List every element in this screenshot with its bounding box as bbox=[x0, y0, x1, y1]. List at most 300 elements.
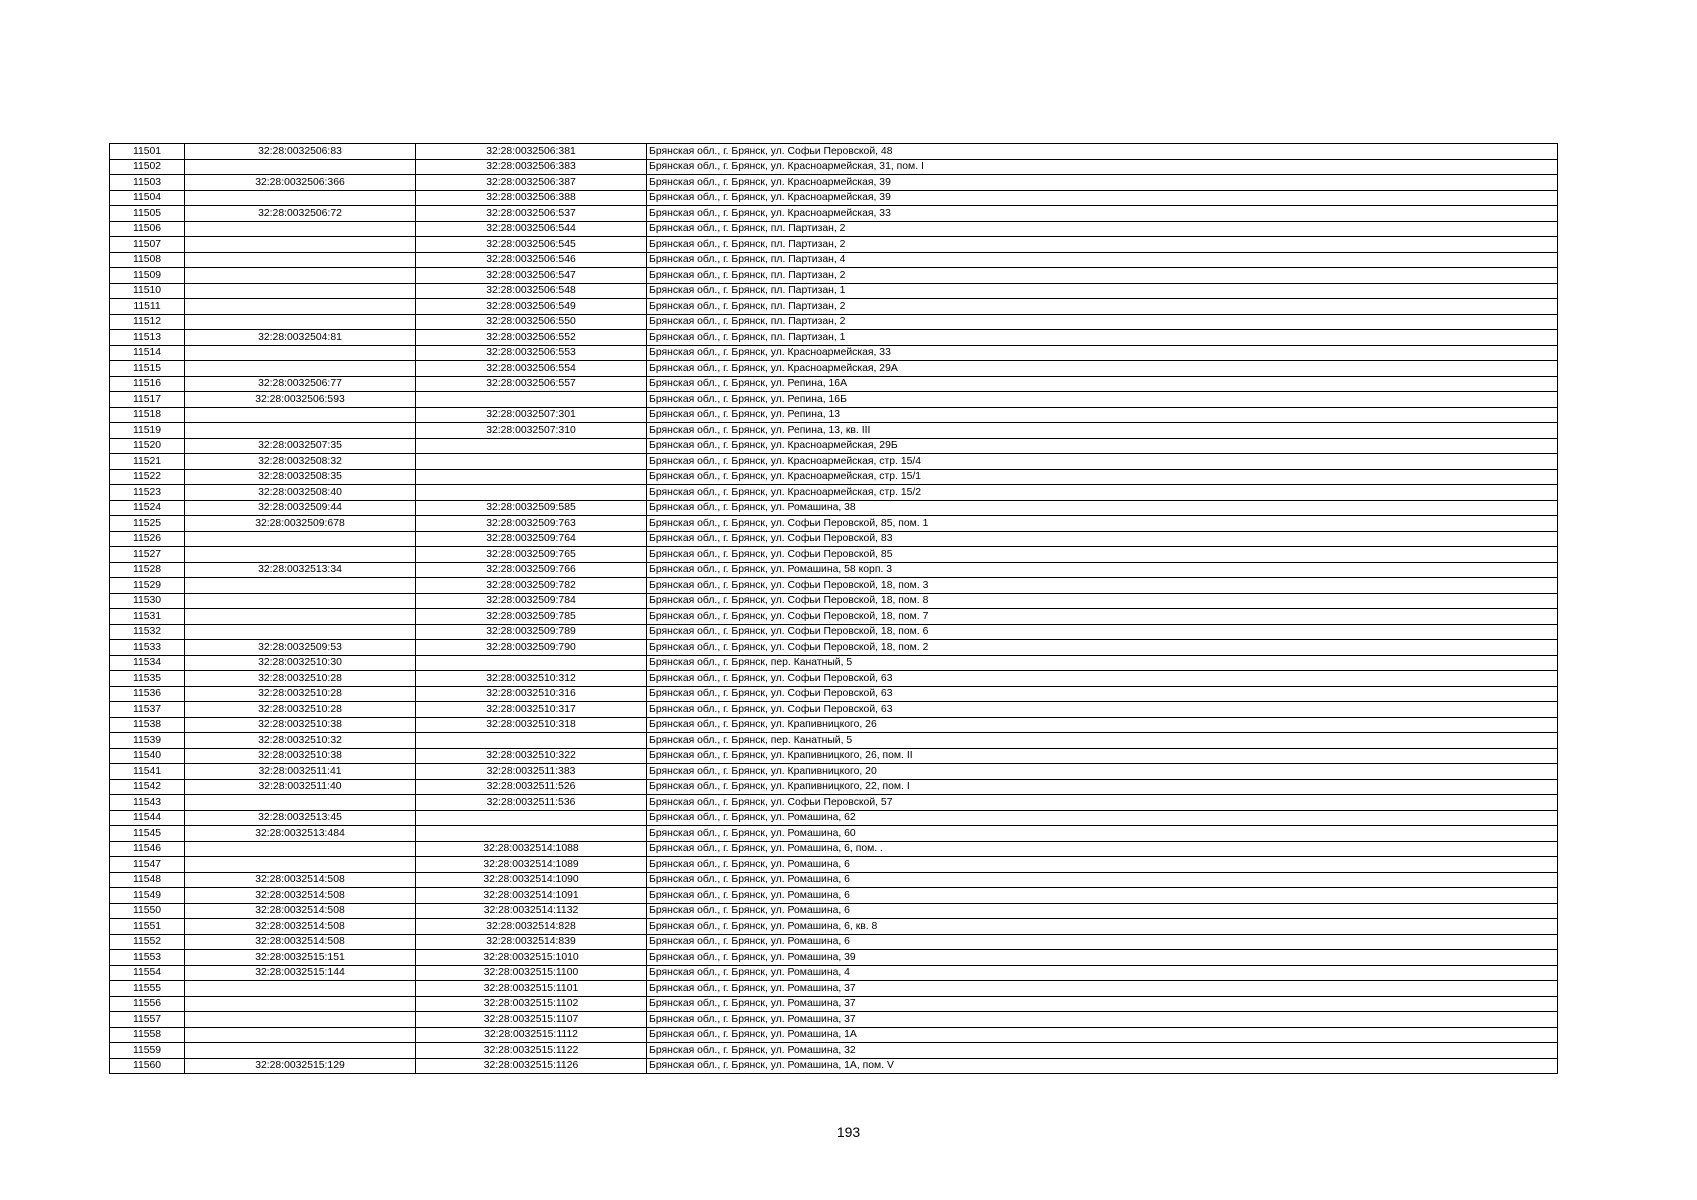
object-number-cell: 32:28:0032506:383 bbox=[416, 159, 647, 175]
table-row bbox=[110, 1058, 1558, 1074]
row-number-cell: 11507 bbox=[110, 237, 185, 253]
row-number-cell: 11553 bbox=[110, 950, 185, 966]
parcel-number-cell bbox=[185, 1027, 416, 1043]
table-row bbox=[110, 826, 1558, 842]
address-cell: Брянская обл., г. Брянск, ул. Ромашина, 1А, пом. V bbox=[647, 1058, 1558, 1074]
address-cell: Брянская обл., г. Брянск, ул. Софьи Перовской, 63 bbox=[647, 702, 1558, 718]
table-row bbox=[110, 841, 1558, 857]
address-cell: Брянская обл., г. Брянск, ул. Софьи Перовской, 18, пом. 7 bbox=[647, 609, 1558, 625]
object-number-cell: 32:28:0032509:585 bbox=[416, 500, 647, 516]
object-number-cell bbox=[416, 733, 647, 749]
table-row bbox=[110, 934, 1558, 950]
table-row bbox=[110, 407, 1558, 423]
parcel-number-cell bbox=[185, 795, 416, 811]
address-cell: Брянская обл., г. Брянск, ул. Красноармейская, стр. 15/4 bbox=[647, 454, 1558, 470]
address-cell: Брянская обл., г. Брянск, ул. Софьи Перовской, 85 bbox=[647, 547, 1558, 563]
address-cell: Брянская обл., г. Брянск, пл. Партизан, 2 bbox=[647, 299, 1558, 315]
object-number-cell: 32:28:0032506:546 bbox=[416, 252, 647, 268]
object-number-cell: 32:28:0032506:381 bbox=[416, 144, 647, 160]
table-row bbox=[110, 345, 1558, 361]
parcel-number-cell bbox=[185, 221, 416, 237]
table-row bbox=[110, 1012, 1558, 1028]
parcel-number-cell: 32:28:0032510:28 bbox=[185, 671, 416, 687]
row-number-cell: 11520 bbox=[110, 438, 185, 454]
object-number-cell: 32:28:0032510:322 bbox=[416, 748, 647, 764]
row-number-cell: 11512 bbox=[110, 314, 185, 330]
object-number-cell: 32:28:0032514:828 bbox=[416, 919, 647, 935]
table-row bbox=[110, 454, 1558, 470]
object-number-cell: 32:28:0032514:1132 bbox=[416, 903, 647, 919]
row-number-cell: 11545 bbox=[110, 826, 185, 842]
row-number-cell: 11541 bbox=[110, 764, 185, 780]
address-cell: Брянская обл., г. Брянск, ул. Софьи Перовской, 18, пом. 3 bbox=[647, 578, 1558, 594]
row-number-cell: 11532 bbox=[110, 624, 185, 640]
table-row bbox=[110, 299, 1558, 315]
table-row bbox=[110, 159, 1558, 175]
row-number-cell: 11529 bbox=[110, 578, 185, 594]
row-number-cell: 11518 bbox=[110, 407, 185, 423]
row-number-cell: 11509 bbox=[110, 268, 185, 284]
address-cell: Брянская обл., г. Брянск, пл. Партизан, 2 bbox=[647, 314, 1558, 330]
address-cell: Брянская обл., г. Брянск, ул. Ромашина, 6 bbox=[647, 903, 1558, 919]
parcel-number-cell bbox=[185, 609, 416, 625]
object-number-cell bbox=[416, 438, 647, 454]
object-number-cell: 32:28:0032506:549 bbox=[416, 299, 647, 315]
parcel-number-cell bbox=[185, 299, 416, 315]
address-cell: Брянская обл., г. Брянск, ул. Ромашина, 37 bbox=[647, 981, 1558, 997]
row-number-cell: 11556 bbox=[110, 996, 185, 1012]
row-number-cell: 11506 bbox=[110, 221, 185, 237]
table-row bbox=[110, 686, 1558, 702]
table-row bbox=[110, 795, 1558, 811]
table-row bbox=[110, 748, 1558, 764]
object-number-cell: 32:28:0032514:1088 bbox=[416, 841, 647, 857]
table-row bbox=[110, 1043, 1558, 1059]
table-row bbox=[110, 376, 1558, 392]
object-number-cell: 32:28:0032506:552 bbox=[416, 330, 647, 346]
parcel-number-cell: 32:28:0032510:28 bbox=[185, 702, 416, 718]
table-row bbox=[110, 144, 1558, 160]
parcel-number-cell bbox=[185, 283, 416, 299]
object-number-cell: 32:28:0032510:318 bbox=[416, 717, 647, 733]
parcel-number-cell: 32:28:0032514:508 bbox=[185, 919, 416, 935]
object-number-cell bbox=[416, 454, 647, 470]
table-row bbox=[110, 330, 1558, 346]
parcel-number-cell: 32:28:0032515:129 bbox=[185, 1058, 416, 1074]
row-number-cell: 11527 bbox=[110, 547, 185, 563]
parcel-number-cell bbox=[185, 190, 416, 206]
parcel-number-cell bbox=[185, 252, 416, 268]
table-row bbox=[110, 562, 1558, 578]
table-row bbox=[110, 779, 1558, 795]
row-number-cell: 11519 bbox=[110, 423, 185, 439]
page-number: 193 bbox=[836, 1124, 861, 1140]
object-number-cell bbox=[416, 392, 647, 408]
row-number-cell: 11540 bbox=[110, 748, 185, 764]
row-number-cell: 11547 bbox=[110, 857, 185, 873]
parcel-number-cell bbox=[185, 1012, 416, 1028]
address-cell: Брянская обл., г. Брянск, пл. Партизан, 4 bbox=[647, 252, 1558, 268]
row-number-cell: 11503 bbox=[110, 175, 185, 191]
parcel-number-cell: 32:28:0032514:508 bbox=[185, 872, 416, 888]
parcel-number-cell: 32:28:0032514:508 bbox=[185, 888, 416, 904]
object-number-cell: 32:28:0032509:790 bbox=[416, 640, 647, 656]
table-row bbox=[110, 392, 1558, 408]
table-row bbox=[110, 903, 1558, 919]
address-cell: Брянская обл., г. Брянск, ул. Софьи Перовской, 18, пом. 6 bbox=[647, 624, 1558, 640]
address-cell: Брянская обл., г. Брянск, ул. Репина, 13, кв. III bbox=[647, 423, 1558, 439]
object-number-cell: 32:28:0032511:383 bbox=[416, 764, 647, 780]
parcel-number-cell: 32:28:0032506:593 bbox=[185, 392, 416, 408]
row-number-cell: 11502 bbox=[110, 159, 185, 175]
row-number-cell: 11551 bbox=[110, 919, 185, 935]
parcel-number-cell bbox=[185, 547, 416, 563]
parcel-number-cell: 32:28:0032514:508 bbox=[185, 903, 416, 919]
row-number-cell: 11510 bbox=[110, 283, 185, 299]
object-number-cell bbox=[416, 469, 647, 485]
row-number-cell: 11535 bbox=[110, 671, 185, 687]
address-cell: Брянская обл., г. Брянск, ул. Крапивницкого, 22, пом. I bbox=[647, 779, 1558, 795]
row-number-cell: 11537 bbox=[110, 702, 185, 718]
table-row bbox=[110, 640, 1558, 656]
address-cell: Брянская обл., г. Брянск, ул. Красноармейская, 29Б bbox=[647, 438, 1558, 454]
object-number-cell: 32:28:0032509:766 bbox=[416, 562, 647, 578]
object-number-cell: 32:28:0032509:765 bbox=[416, 547, 647, 563]
parcel-number-cell: 32:28:0032510:38 bbox=[185, 748, 416, 764]
address-cell: Брянская обл., г. Брянск, ул. Красноармейская, 39 bbox=[647, 190, 1558, 206]
row-number-cell: 11513 bbox=[110, 330, 185, 346]
parcel-number-cell: 32:28:0032506:77 bbox=[185, 376, 416, 392]
address-cell: Брянская обл., г. Брянск, ул. Крапивницкого, 20 bbox=[647, 764, 1558, 780]
table-row bbox=[110, 919, 1558, 935]
parcel-number-cell bbox=[185, 1043, 416, 1059]
object-number-cell: 32:28:0032506:554 bbox=[416, 361, 647, 377]
table-row bbox=[110, 578, 1558, 594]
parcel-number-cell: 32:28:0032506:83 bbox=[185, 144, 416, 160]
registry-table-body bbox=[110, 144, 1558, 1074]
row-number-cell: 11533 bbox=[110, 640, 185, 656]
object-number-cell bbox=[416, 810, 647, 826]
parcel-number-cell bbox=[185, 531, 416, 547]
parcel-number-cell: 32:28:0032507:35 bbox=[185, 438, 416, 454]
parcel-number-cell: 32:28:0032510:30 bbox=[185, 655, 416, 671]
address-cell: Брянская обл., г. Брянск, пер. Канатный, 5 bbox=[647, 655, 1558, 671]
row-number-cell: 11521 bbox=[110, 454, 185, 470]
address-cell: Брянская обл., г. Брянск, ул. Красноармейская, стр. 15/2 bbox=[647, 485, 1558, 501]
parcel-number-cell bbox=[185, 981, 416, 997]
parcel-number-cell bbox=[185, 361, 416, 377]
table-row bbox=[110, 1027, 1558, 1043]
parcel-number-cell bbox=[185, 624, 416, 640]
address-cell: Брянская обл., г. Брянск, ул. Крапивницкого, 26 bbox=[647, 717, 1558, 733]
object-number-cell: 32:28:0032510:312 bbox=[416, 671, 647, 687]
address-cell: Брянская обл., г. Брянск, пл. Партизан, 1 bbox=[647, 283, 1558, 299]
table-row bbox=[110, 624, 1558, 640]
row-number-cell: 11554 bbox=[110, 965, 185, 981]
table-row bbox=[110, 593, 1558, 609]
row-number-cell: 11501 bbox=[110, 144, 185, 160]
row-number-cell: 11505 bbox=[110, 206, 185, 222]
object-number-cell: 32:28:0032509:785 bbox=[416, 609, 647, 625]
parcel-number-cell bbox=[185, 407, 416, 423]
parcel-number-cell bbox=[185, 237, 416, 253]
parcel-number-cell: 32:28:0032509:53 bbox=[185, 640, 416, 656]
row-number-cell: 11526 bbox=[110, 531, 185, 547]
address-cell: Брянская обл., г. Брянск, ул. Ромашина, 60 bbox=[647, 826, 1558, 842]
row-number-cell: 11514 bbox=[110, 345, 185, 361]
address-cell: Брянская обл., г. Брянск, ул. Красноармейская, стр. 15/1 bbox=[647, 469, 1558, 485]
address-cell: Брянская обл., г. Брянск, ул. Ромашина, 38 bbox=[647, 500, 1558, 516]
object-number-cell: 32:28:0032506:547 bbox=[416, 268, 647, 284]
object-number-cell: 32:28:0032515:1126 bbox=[416, 1058, 647, 1074]
address-cell: Брянская обл., г. Брянск, ул. Ромашина, 6 bbox=[647, 934, 1558, 950]
address-cell: Брянская обл., г. Брянск, пл. Партизан, 1 bbox=[647, 330, 1558, 346]
parcel-number-cell: 32:28:0032506:72 bbox=[185, 206, 416, 222]
row-number-cell: 11548 bbox=[110, 872, 185, 888]
row-number-cell: 11546 bbox=[110, 841, 185, 857]
table-row bbox=[110, 190, 1558, 206]
row-number-cell: 11538 bbox=[110, 717, 185, 733]
address-cell: Брянская обл., г. Брянск, ул. Ромашина, 62 bbox=[647, 810, 1558, 826]
parcel-number-cell: 32:28:0032508:32 bbox=[185, 454, 416, 470]
parcel-number-cell bbox=[185, 593, 416, 609]
table-row bbox=[110, 981, 1558, 997]
parcel-number-cell bbox=[185, 423, 416, 439]
object-number-cell: 32:28:0032514:839 bbox=[416, 934, 647, 950]
row-number-cell: 11555 bbox=[110, 981, 185, 997]
object-number-cell: 32:28:0032509:784 bbox=[416, 593, 647, 609]
address-cell: Брянская обл., г. Брянск, пл. Партизан, 2 bbox=[647, 237, 1558, 253]
parcel-number-cell: 32:28:0032508:35 bbox=[185, 469, 416, 485]
object-number-cell: 32:28:0032506:545 bbox=[416, 237, 647, 253]
table-row bbox=[110, 500, 1558, 516]
parcel-number-cell: 32:28:0032510:32 bbox=[185, 733, 416, 749]
parcel-number-cell bbox=[185, 578, 416, 594]
parcel-number-cell: 32:28:0032509:44 bbox=[185, 500, 416, 516]
parcel-number-cell: 32:28:0032506:366 bbox=[185, 175, 416, 191]
object-number-cell: 32:28:0032511:536 bbox=[416, 795, 647, 811]
address-cell: Брянская обл., г. Брянск, ул. Ромашина, 6 bbox=[647, 872, 1558, 888]
row-number-cell: 11523 bbox=[110, 485, 185, 501]
object-number-cell: 32:28:0032506:550 bbox=[416, 314, 647, 330]
parcel-number-cell: 32:28:0032513:484 bbox=[185, 826, 416, 842]
object-number-cell: 32:28:0032506:557 bbox=[416, 376, 647, 392]
parcel-number-cell: 32:28:0032511:41 bbox=[185, 764, 416, 780]
table-row bbox=[110, 857, 1558, 873]
row-number-cell: 11550 bbox=[110, 903, 185, 919]
table-row bbox=[110, 438, 1558, 454]
address-cell: Брянская обл., г. Брянск, ул. Ромашина, 39 bbox=[647, 950, 1558, 966]
address-cell: Брянская обл., г. Брянск, ул. Репина, 16Б bbox=[647, 392, 1558, 408]
row-number-cell: 11539 bbox=[110, 733, 185, 749]
object-number-cell: 32:28:0032514:1090 bbox=[416, 872, 647, 888]
table-row bbox=[110, 671, 1558, 687]
object-number-cell bbox=[416, 485, 647, 501]
parcel-number-cell bbox=[185, 996, 416, 1012]
parcel-number-cell: 32:28:0032511:40 bbox=[185, 779, 416, 795]
row-number-cell: 11549 bbox=[110, 888, 185, 904]
address-cell: Брянская обл., г. Брянск, ул. Софьи Перовской, 83 bbox=[647, 531, 1558, 547]
row-number-cell: 11525 bbox=[110, 516, 185, 532]
object-number-cell bbox=[416, 655, 647, 671]
address-cell: Брянская обл., г. Брянск, ул. Ромашина, 6, пом. . bbox=[647, 841, 1558, 857]
row-number-cell: 11543 bbox=[110, 795, 185, 811]
parcel-number-cell: 32:28:0032513:34 bbox=[185, 562, 416, 578]
table-row bbox=[110, 283, 1558, 299]
table-row bbox=[110, 764, 1558, 780]
object-number-cell: 32:28:0032506:388 bbox=[416, 190, 647, 206]
row-number-cell: 11536 bbox=[110, 686, 185, 702]
object-number-cell: 32:28:0032506:548 bbox=[416, 283, 647, 299]
object-number-cell: 32:28:0032515:1107 bbox=[416, 1012, 647, 1028]
table-row bbox=[110, 996, 1558, 1012]
object-number-cell: 32:28:0032511:526 bbox=[416, 779, 647, 795]
row-number-cell: 11504 bbox=[110, 190, 185, 206]
row-number-cell: 11544 bbox=[110, 810, 185, 826]
parcel-number-cell bbox=[185, 268, 416, 284]
table-row bbox=[110, 950, 1558, 966]
row-number-cell: 11511 bbox=[110, 299, 185, 315]
table-row bbox=[110, 516, 1558, 532]
parcel-number-cell: 32:28:0032509:678 bbox=[185, 516, 416, 532]
object-number-cell: 32:28:0032515:1122 bbox=[416, 1043, 647, 1059]
object-number-cell: 32:28:0032509:789 bbox=[416, 624, 647, 640]
table-row bbox=[110, 314, 1558, 330]
parcel-number-cell: 32:28:0032515:151 bbox=[185, 950, 416, 966]
row-number-cell: 11530 bbox=[110, 593, 185, 609]
table-row bbox=[110, 531, 1558, 547]
row-number-cell: 11528 bbox=[110, 562, 185, 578]
registry-table bbox=[109, 143, 1558, 1074]
table-row bbox=[110, 175, 1558, 191]
address-cell: Брянская обл., г. Брянск, ул. Ромашина, 1А bbox=[647, 1027, 1558, 1043]
object-number-cell: 32:28:0032506:387 bbox=[416, 175, 647, 191]
object-number-cell: 32:28:0032509:763 bbox=[416, 516, 647, 532]
row-number-cell: 11560 bbox=[110, 1058, 185, 1074]
address-cell: Брянская обл., г. Брянск, ул. Ромашина, 58 корп. 3 bbox=[647, 562, 1558, 578]
row-number-cell: 11558 bbox=[110, 1027, 185, 1043]
object-number-cell: 32:28:0032515:1112 bbox=[416, 1027, 647, 1043]
row-number-cell: 11542 bbox=[110, 779, 185, 795]
address-cell: Брянская обл., г. Брянск, ул. Красноармейская, 39 bbox=[647, 175, 1558, 191]
address-cell: Брянская обл., г. Брянск, ул. Ромашина, 37 bbox=[647, 996, 1558, 1012]
address-cell: Брянская обл., г. Брянск, ул. Софьи Перовской, 63 bbox=[647, 686, 1558, 702]
address-cell: Брянская обл., г. Брянск, ул. Ромашина, 37 bbox=[647, 1012, 1558, 1028]
address-cell: Брянская обл., г. Брянск, ул. Репина, 16А bbox=[647, 376, 1558, 392]
row-number-cell: 11522 bbox=[110, 469, 185, 485]
row-number-cell: 11559 bbox=[110, 1043, 185, 1059]
object-number-cell: 32:28:0032515:1100 bbox=[416, 965, 647, 981]
object-number-cell: 32:28:0032515:1102 bbox=[416, 996, 647, 1012]
object-number-cell: 32:28:0032509:764 bbox=[416, 531, 647, 547]
table-row bbox=[110, 965, 1558, 981]
row-number-cell: 11534 bbox=[110, 655, 185, 671]
address-cell: Брянская обл., г. Брянск, пл. Партизан, 2 bbox=[647, 268, 1558, 284]
table-row bbox=[110, 609, 1558, 625]
row-number-cell: 11557 bbox=[110, 1012, 185, 1028]
object-number-cell: 32:28:0032506:544 bbox=[416, 221, 647, 237]
object-number-cell: 32:28:0032510:317 bbox=[416, 702, 647, 718]
parcel-number-cell bbox=[185, 159, 416, 175]
row-number-cell: 11516 bbox=[110, 376, 185, 392]
object-number-cell bbox=[416, 826, 647, 842]
row-number-cell: 11531 bbox=[110, 609, 185, 625]
parcel-number-cell: 32:28:0032513:45 bbox=[185, 810, 416, 826]
address-cell: Брянская обл., г. Брянск, ул. Красноармейская, 29А bbox=[647, 361, 1558, 377]
object-number-cell: 32:28:0032510:316 bbox=[416, 686, 647, 702]
row-number-cell: 11517 bbox=[110, 392, 185, 408]
table-row bbox=[110, 547, 1558, 563]
address-cell: Брянская обл., г. Брянск, пл. Партизан, 2 bbox=[647, 221, 1558, 237]
address-cell: Брянская обл., г. Брянск, ул. Ромашина, 4 bbox=[647, 965, 1558, 981]
address-cell: Брянская обл., г. Брянск, ул. Ромашина, 6 bbox=[647, 888, 1558, 904]
address-cell: Брянская обл., г. Брянск, ул. Софьи Перовской, 18, пом. 2 bbox=[647, 640, 1558, 656]
parcel-number-cell: 32:28:0032510:28 bbox=[185, 686, 416, 702]
parcel-number-cell: 32:28:0032515:144 bbox=[185, 965, 416, 981]
address-cell: Брянская обл., г. Брянск, ул. Софьи Перовской, 48 bbox=[647, 144, 1558, 160]
table-row bbox=[110, 717, 1558, 733]
object-number-cell: 32:28:0032507:301 bbox=[416, 407, 647, 423]
address-cell: Брянская обл., г. Брянск, ул. Репина, 13 bbox=[647, 407, 1558, 423]
address-cell: Брянская обл., г. Брянск, ул. Софьи Перовской, 18, пом. 8 bbox=[647, 593, 1558, 609]
address-cell: Брянская обл., г. Брянск, ул. Крапивницкого, 26, пом. II bbox=[647, 748, 1558, 764]
table-row bbox=[110, 485, 1558, 501]
parcel-number-cell bbox=[185, 857, 416, 873]
parcel-number-cell: 32:28:0032508:40 bbox=[185, 485, 416, 501]
table-row bbox=[110, 733, 1558, 749]
table-row bbox=[110, 702, 1558, 718]
object-number-cell: 32:28:0032506:537 bbox=[416, 206, 647, 222]
row-number-cell: 11552 bbox=[110, 934, 185, 950]
object-number-cell: 32:28:0032506:553 bbox=[416, 345, 647, 361]
parcel-number-cell: 32:28:0032514:508 bbox=[185, 934, 416, 950]
address-cell: Брянская обл., г. Брянск, ул. Красноармейская, 33 bbox=[647, 206, 1558, 222]
table-row bbox=[110, 221, 1558, 237]
address-cell: Брянская обл., г. Брянск, ул. Ромашина, 6 bbox=[647, 857, 1558, 873]
address-cell: Брянская обл., г. Брянск, ул. Софьи Перовской, 85, пом. 1 bbox=[647, 516, 1558, 532]
table-row bbox=[110, 361, 1558, 377]
table-row bbox=[110, 252, 1558, 268]
row-number-cell: 11515 bbox=[110, 361, 185, 377]
table-row bbox=[110, 888, 1558, 904]
parcel-number-cell bbox=[185, 345, 416, 361]
address-cell: Брянская обл., г. Брянск, ул. Ромашина, 6, кв. 8 bbox=[647, 919, 1558, 935]
object-number-cell: 32:28:0032515:1101 bbox=[416, 981, 647, 997]
table-row bbox=[110, 469, 1558, 485]
address-cell: Брянская обл., г. Брянск, ул. Софьи Перовской, 63 bbox=[647, 671, 1558, 687]
table-row bbox=[110, 237, 1558, 253]
object-number-cell: 32:28:0032509:782 bbox=[416, 578, 647, 594]
address-cell: Брянская обл., г. Брянск, ул. Красноармейская, 31, пом. I bbox=[647, 159, 1558, 175]
table-row bbox=[110, 206, 1558, 222]
table-row bbox=[110, 268, 1558, 284]
table-row bbox=[110, 423, 1558, 439]
table-row bbox=[110, 872, 1558, 888]
parcel-number-cell bbox=[185, 841, 416, 857]
parcel-number-cell: 32:28:0032504:81 bbox=[185, 330, 416, 346]
parcel-number-cell: 32:28:0032510:38 bbox=[185, 717, 416, 733]
address-cell: Брянская обл., г. Брянск, ул. Софьи Перовской, 57 bbox=[647, 795, 1558, 811]
object-number-cell: 32:28:0032515:1010 bbox=[416, 950, 647, 966]
row-number-cell: 11508 bbox=[110, 252, 185, 268]
object-number-cell: 32:28:0032514:1091 bbox=[416, 888, 647, 904]
table-row bbox=[110, 810, 1558, 826]
object-number-cell: 32:28:0032514:1089 bbox=[416, 857, 647, 873]
address-cell: Брянская обл., г. Брянск, ул. Красноармейская, 33 bbox=[647, 345, 1558, 361]
parcel-number-cell bbox=[185, 314, 416, 330]
table-row bbox=[110, 655, 1558, 671]
address-cell: Брянская обл., г. Брянск, ул. Ромашина, 32 bbox=[647, 1043, 1558, 1059]
